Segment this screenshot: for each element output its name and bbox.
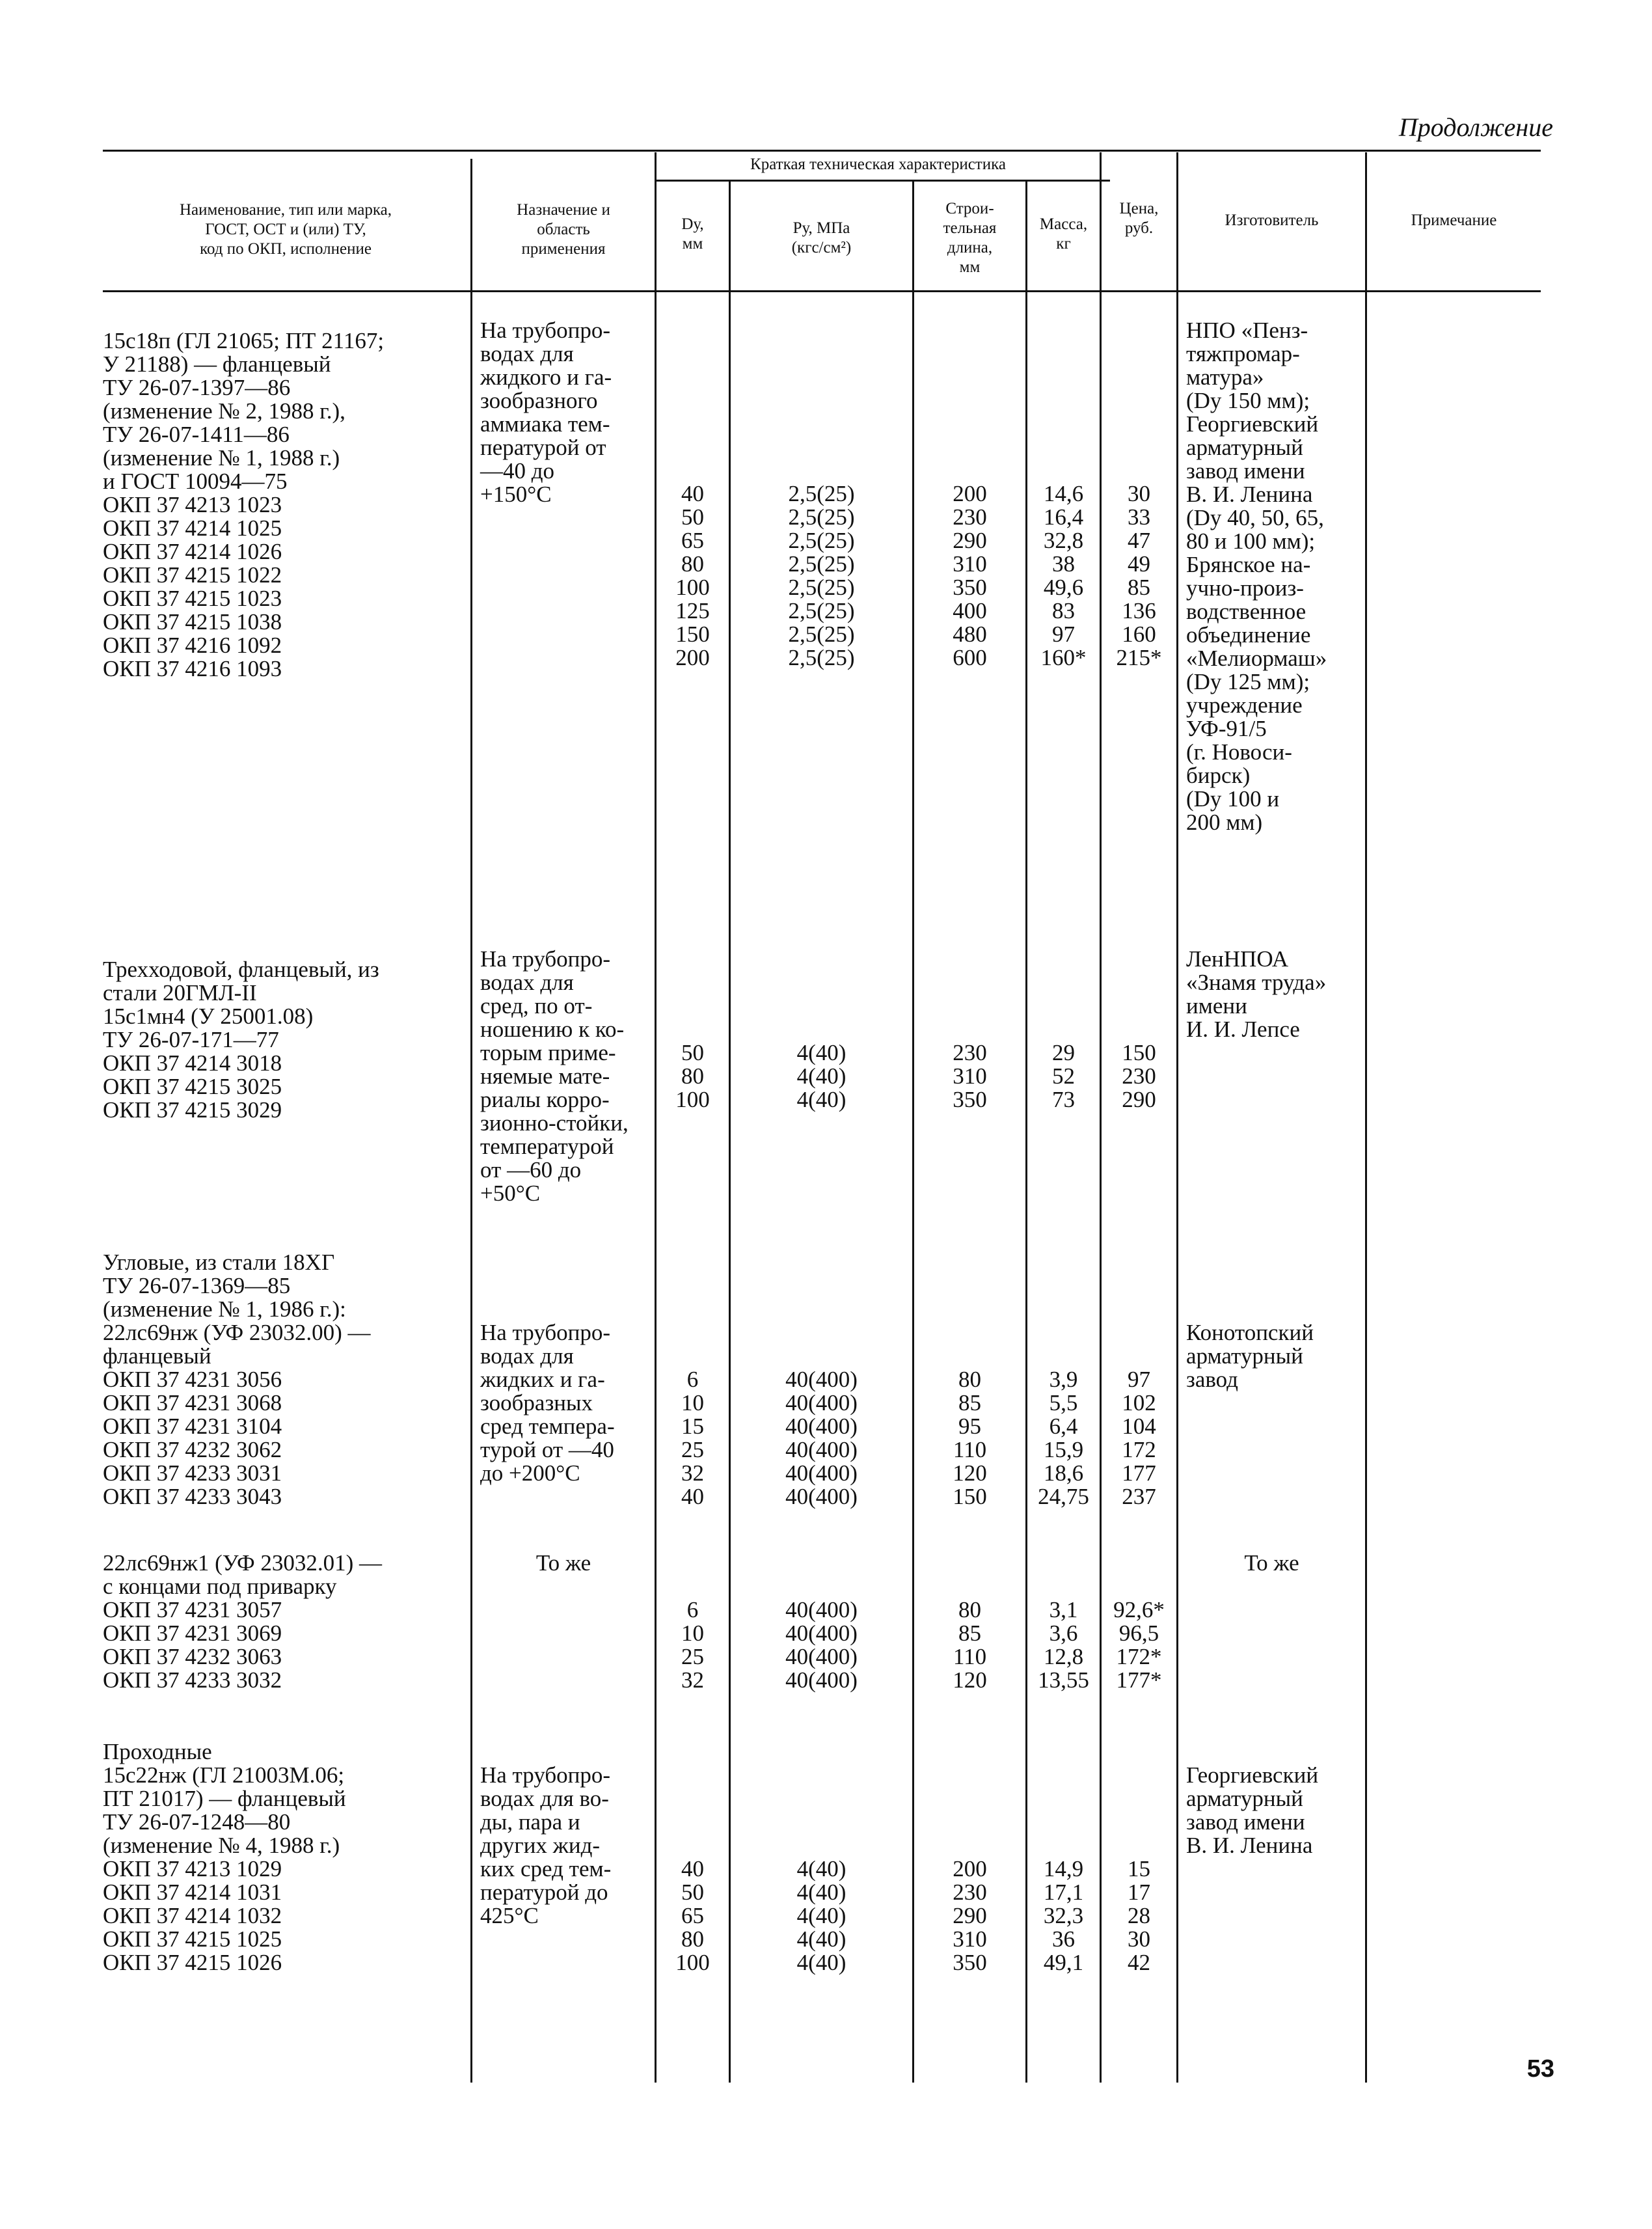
- item-purpose: На трубопро- водах для во- ды, пара и других жид- ких сред тем- пературой до 425°С: [480, 1762, 612, 1928]
- column-rule: [912, 181, 914, 2083]
- item-dy: 40 50 65 80 100 125 150 200: [675, 481, 710, 670]
- item-purpose: То же: [535, 1550, 591, 1576]
- item-dy: 50 80 100: [675, 1040, 710, 1112]
- item-maker: То же: [1244, 1550, 1299, 1576]
- item-name: 15с18п (ГЛ 21065; ПТ 21167; У 21188) — фланцевый ТУ 26-07-1397—86 (изменение № 2, 1988 г.), ТУ 26-07-1411—86 (изменение № 1, 1988 г.) и ГОСТ 10094—75 ОКП 37 4213 1023 ОКП 37 4214 1025 ОКП 37 4214 1026 ОКП 37 4215 1022 ОКП 37 4215 1023 ОКП 37 4215 1038 ОКП 37 4216 1092 ОКП 37 4216 1093: [103, 328, 385, 681]
- item-dy: 40 50 65 80 100: [675, 1856, 710, 1975]
- item-mass: 3,9 5,5 6,4 15,9 18,6 24,75: [1038, 1367, 1089, 1509]
- item-name: Угловые, из стали 18ХГ ТУ 26-07-1369—85 (изменение № 1, 1986 г.): 22лс69нж (УФ 23032.00) — фланцевый ОКП 37 4231 3056 ОКП 37 4231 3068 ОКП 37 4231 3104 ОКП 37 4232 3062 ОКП 37 4233 3031 ОКП 37 4233 3043: [103, 1250, 371, 1509]
- item-py: 40(400) 40(400) 40(400) 40(400): [785, 1597, 858, 1693]
- page-number: 53: [1526, 2055, 1554, 2083]
- column-rule: [1365, 152, 1367, 2083]
- item-maker: ЛенНПОА «Знамя труда» имени И. И. Лепсе: [1186, 946, 1327, 1042]
- header-bottom-rule: [103, 290, 1541, 292]
- item-length: 230 310 350: [953, 1040, 987, 1112]
- item-purpose: На трубопро- водах для сред, по от- ношению к ко- торым приме- няемые мате- риалы корро- зионно-стойки, температурой от —60 до +50°С: [480, 946, 629, 1206]
- item-py: 2,5(25) 2,5(25) 2,5(25) 2,5(25) 2,5(25) 2,5(25) 2,5(25) 2,5(25): [788, 481, 855, 670]
- item-dy: 6 10 15 25 32 40: [681, 1367, 704, 1509]
- header-purpose: Назначение и область применения: [517, 201, 610, 258]
- column-rule: [1100, 152, 1102, 2083]
- item-py: 4(40) 4(40) 4(40): [796, 1040, 846, 1112]
- header-price: Цена, руб.: [1119, 200, 1159, 237]
- item-mass: 14,6 16,4 32,8 38 49,6 83 97 160*: [1040, 481, 1087, 670]
- item-maker: НПО «Пенз- тяжпромар- матура» (Dу 150 мм); Георгиевский арматурный завод имени В. И. Ленина (Dу 40, 50, 65, 80 и 100 мм); Брянское на- учно-произ- водственное объединение «Мелиормаш» (Dу 125 мм); учреждение УФ-91/5 (г. Новоси- бирск) (Dу 100 и 200 мм): [1186, 318, 1327, 835]
- header-py: Pу, МПа (кгс/см²): [791, 219, 852, 256]
- item-mass: 3,1 3,6 12,8 13,55: [1038, 1597, 1089, 1693]
- item-length: 80 85 110 120: [953, 1597, 987, 1693]
- item-maker: Конотопский арматурный завод: [1186, 1320, 1314, 1392]
- item-py: 4(40) 4(40) 4(40) 4(40) 4(40): [796, 1856, 846, 1975]
- item-price: 150 230 290: [1122, 1040, 1156, 1112]
- header-note: Примечание: [1411, 212, 1497, 229]
- item-length: 200 230 290 310 350: [953, 1856, 987, 1975]
- item-price: 30 33 47 49 85 136 160 215*: [1116, 481, 1162, 670]
- item-name: Трехходовой, фланцевый, из стали 20ГМЛ-II 15с1мн4 (У 25001.08) ТУ 26-07-171—77 ОКП 37 4214 3018 ОКП 37 4215 3025 ОКП 37 4215 3029: [103, 957, 379, 1123]
- header-length: Строи- тельная длина, мм: [943, 200, 997, 276]
- item-mass: 29 52 73: [1052, 1040, 1075, 1112]
- item-maker: Георгиевский арматурный завод имени В. И. Ленина: [1186, 1762, 1319, 1858]
- column-rule: [1176, 152, 1178, 2083]
- column-rule: [1025, 181, 1027, 2083]
- item-dy: 6 10 25 32: [681, 1597, 704, 1693]
- column-rule: [470, 159, 472, 2083]
- item-name: 22лс69нж1 (УФ 23032.01) — с концами под приварку ОКП 37 4231 3057 ОКП 37 4231 3069 ОКП 37 4232 3063 ОКП 37 4233 3032: [103, 1550, 383, 1693]
- column-rule: [729, 181, 731, 2083]
- item-price: 97 102 104 172 177 237: [1122, 1367, 1156, 1509]
- header-dy: Dу, мм: [681, 215, 704, 253]
- item-price: 15 17 28 30 42: [1128, 1856, 1150, 1975]
- item-price: 92,6* 96,5 172* 177*: [1113, 1597, 1165, 1693]
- item-purpose: На трубопро- водах для жидких и га- зообразных сред темпера- турой от —40 до +200°С: [480, 1320, 615, 1486]
- item-mass: 14,9 17,1 32,3 36 49,1: [1043, 1856, 1084, 1975]
- column-rule: [655, 152, 657, 2083]
- header-name: Наименование, тип или марка, ГОСТ, ОСТ и (или) ТУ, код по ОКП, исполнение: [179, 201, 392, 258]
- item-py: 40(400) 40(400) 40(400) 40(400) 40(400) 40(400): [785, 1367, 858, 1509]
- tech-group-rule: [655, 180, 1110, 182]
- item-name: Проходные 15с22нж (ГЛ 21003М.06; ПТ 21017) — фланцевый ТУ 26-07-1248—80 (изменение № 4, 1988 г.) ОКП 37 4213 1029 ОКП 37 4214 1031 ОКП 37 4214 1032 ОКП 37 4215 1025 ОКП 37 4215 1026: [103, 1739, 346, 1975]
- continuation-label: Продолжение: [1398, 113, 1553, 142]
- item-length: 80 85 95 110 120 150: [953, 1367, 987, 1509]
- header-maker: Изготовитель: [1225, 212, 1319, 229]
- item-length: 200 230 290 310 350 400 480 600: [953, 481, 987, 670]
- header-mass: Масса, кг: [1039, 215, 1088, 253]
- header-top-rule: [103, 150, 1541, 152]
- item-purpose: На трубопро- водах для жидкого и га- зообразного аммиака тем- пературой от —40 до +150°С: [480, 318, 612, 507]
- header-tech-group: Краткая техническая характеристика: [750, 156, 1006, 173]
